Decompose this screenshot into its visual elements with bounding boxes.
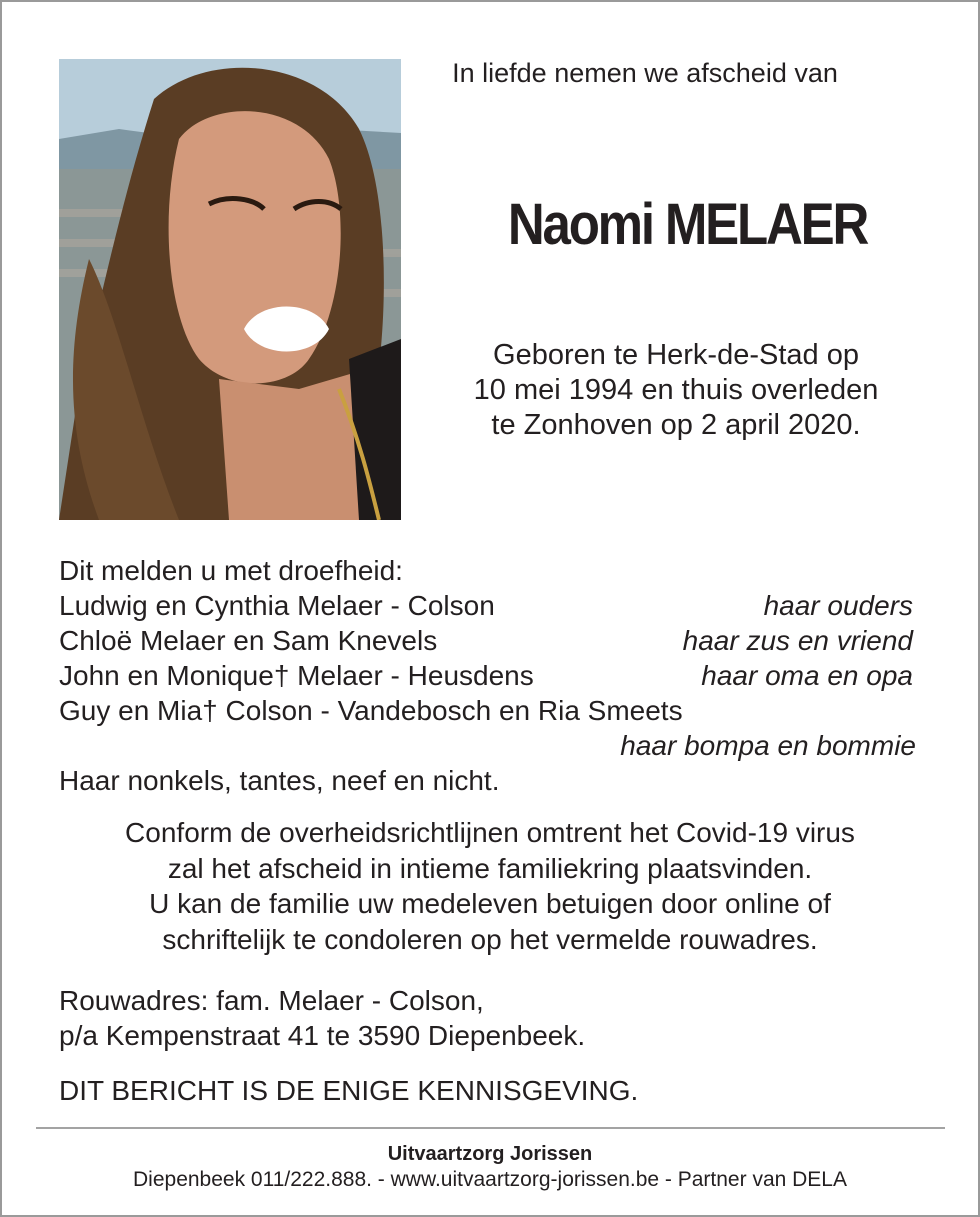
funeral-home-name: Uitvaartzorg Jorissen <box>387 1143 593 1165</box>
family-names: Chloë Melaer en Sam Knevels <box>59 625 438 656</box>
birth-line: 10 mei 1994 en thuis overleden <box>473 374 879 406</box>
family-row <box>59 693 919 728</box>
family-row <box>59 623 919 658</box>
covid-line: Conform de overheidsrichtlijnen omtrent het Covid-19 virus <box>125 817 855 848</box>
birth-death-details <box>416 338 936 443</box>
deceased-name: Naomi MELAER <box>507 192 868 257</box>
address-line: Rouwadres: fam. Melaer - Colson, <box>59 985 484 1016</box>
family-relation: haar bompa en bommie <box>620 730 916 761</box>
family-names: Guy en Mia† Colson - Vandebosch en Ria Smeets <box>59 695 683 726</box>
footer-divider <box>36 1127 945 1129</box>
covid-line: U kan de familie uw medeleven betuigen door online of <box>149 888 831 919</box>
family-relation: haar zus en vriend <box>682 625 913 656</box>
family-relation: haar ouders <box>763 590 913 621</box>
birth-line: Geboren te Herk-de-Stad op <box>493 339 859 371</box>
family-names: John en Monique† Melaer - Heusdens <box>59 660 534 691</box>
family-intro: Dit melden u met droefheid: <box>59 555 403 586</box>
funeral-home-details: Diepenbeek 011/222.888. - www.uitvaartzorg-jorissen.be - Partner van DELA <box>133 1168 847 1191</box>
sole-notice: DIT BERICHT IS DE ENIGE KENNISGEVING. <box>59 1075 639 1106</box>
family-names: Ludwig en Cynthia Melaer - Colson <box>59 590 495 621</box>
mourning-address <box>59 983 585 1053</box>
family-extra: Haar nonkels, tantes, neef en nicht. <box>59 765 500 796</box>
covid-line: schriftelijk te condoleren op het vermelde rouwadres. <box>162 923 818 955</box>
family-row <box>59 658 919 693</box>
covid-line: zal het afscheid in intieme familiekring plaatsvinden. <box>167 852 813 884</box>
covid-notice <box>40 815 940 957</box>
family-row <box>59 588 919 623</box>
portrait-photo <box>59 59 401 520</box>
family-relation: haar oma en opa <box>701 660 913 691</box>
birth-line: te Zonhoven op 2 april 2020. <box>491 409 861 441</box>
intro-text: In liefde nemen we afscheid van <box>452 58 838 88</box>
address-line: p/a Kempenstraat 41 te 3590 Diepenbeek. <box>59 1020 586 1051</box>
family-list <box>59 553 919 798</box>
